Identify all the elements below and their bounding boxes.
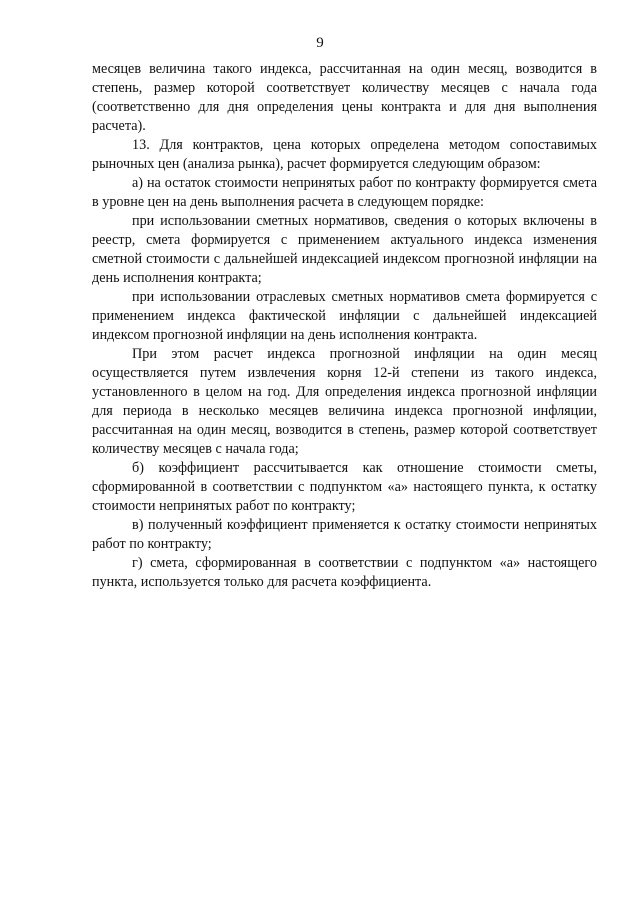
- paragraph-item-13: 13. Для контрактов, цена которых определена методом сопоставимых рыночных цен (анализа рынка), расчет формируется следующим образом:: [92, 137, 597, 172]
- paragraph-inflation-calculation: При этом расчет индекса прогнозной инфляции на один месяц осуществляется путем извлечения корня 12-й степени из такого индекса, установленного в целом на год. Для определения индекса прогнозной инфляции для периода в несколько месяцев величина индекса прогнозной инфляции, рассчитанная на один месяц, возводится в степень, размер которой соответствует количеству месяцев с начала года;: [92, 346, 597, 457]
- paragraph-subitem-g: г) смета, сформированная в соответствии с подпунктом «а» настоящего пункта, используется только для расчета коэффициента.: [92, 555, 597, 590]
- paragraph-registry-norms: при использовании сметных нормативов, сведения о которых включены в реестр, смета формируется с применением актуального индекса изменения сметной стоимости с дальнейшей индексацией индексом прогнозной инфляции на день исполнения контракта;: [92, 213, 597, 286]
- paragraph-continuation: месяцев величина такого индекса, рассчитанная на один месяц, возводится в степень, размер которой соответствует количеству месяцев с начала года (соответственно для дня определения цены контракта и для дня выполнения расчета).: [92, 61, 597, 134]
- paragraph-subitem-v: в) полученный коэффициент применяется к остатку стоимости непринятых работ по контракту;: [92, 517, 597, 552]
- page-number: 9: [316, 35, 324, 51]
- paragraph-subitem-a: а) на остаток стоимости непринятых работ по контракту формируется смета в уровне цен на день выполнения расчета в следующем порядке:: [92, 175, 597, 210]
- paragraph-subitem-b: б) коэффициент рассчитывается как отношение стоимости сметы, сформированной в соответствии с подпунктом «а» настоящего пункта, к остатку стоимости непринятых работ по контракту;: [92, 460, 597, 514]
- paragraph-industry-norms: при использовании отраслевых сметных нормативов смета формируется с применением индекса фактической инфляции с дальнейшей индексацией индексом прогнозной инфляции на день исполнения контракта.: [92, 289, 597, 343]
- document-body: [92, 60, 597, 592]
